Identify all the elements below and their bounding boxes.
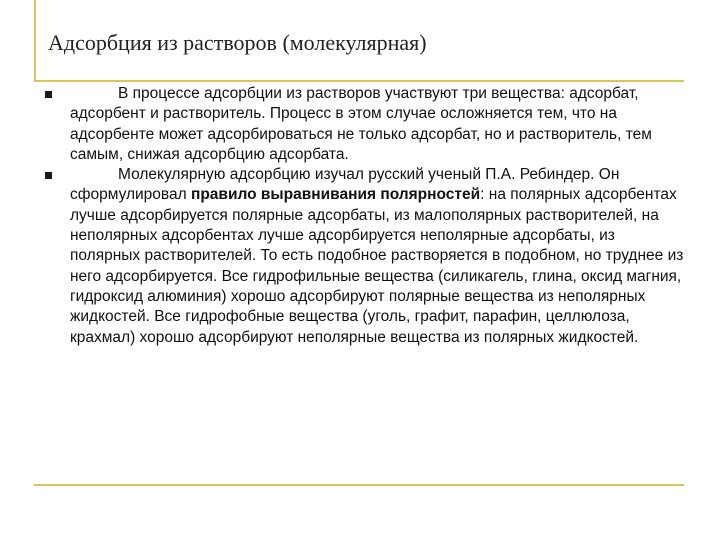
square-bullet-icon	[45, 172, 52, 179]
bottom-divider-line	[34, 484, 684, 486]
slide-body	[70, 84, 688, 348]
bullet-paragraph-2	[70, 165, 688, 348]
square-bullet-icon	[45, 91, 52, 98]
bullet-paragraph-1	[70, 84, 688, 165]
vertical-accent-line	[34, 0, 36, 82]
paragraph-2-text-start: Молекулярную адсорбцию изучал русский ученый П.А. Ребиндер. Он сформулировал	[70, 166, 620, 204]
title-underline	[34, 80, 684, 82]
slide-title: Адсорбция из растворов (молекулярная)	[48, 30, 427, 55]
rule-name-bold: правило выравнивания полярностей	[190, 186, 481, 204]
paragraph-1-text: В процессе адсорбции из растворов участвуют три вещества: адсорбат, адсорбент и растворитель. Процесс в этом случае осложняется тем, что на адсорбенте может адсорбироваться не только адсорбат, но и растворитель, тем самым, снижая адсорбцию адсорбата.	[70, 85, 652, 163]
paragraph-2-text-end: : на полярных адсорбентах лучше адсорбируется полярные адсорбаты, из малополярных растворителей, на неполярных адсорбентах лучше адсорбируется неполярные адсорбаты, из полярных растворителей. То есть подобное растворяется в подобном, но труднее из него адсорбируется. Все гидрофильные вещества (силикагель, глина, оксид магния, гидроксид алюминия) хорошо адсорбируют полярные вещества из неполярных жидкостей. Все гидрофобные вещества (уголь, графит, парафин, целлюлоза, крахмал) хорошо адсорбируют неполярные вещества из полярных жидкостей.	[70, 186, 684, 346]
